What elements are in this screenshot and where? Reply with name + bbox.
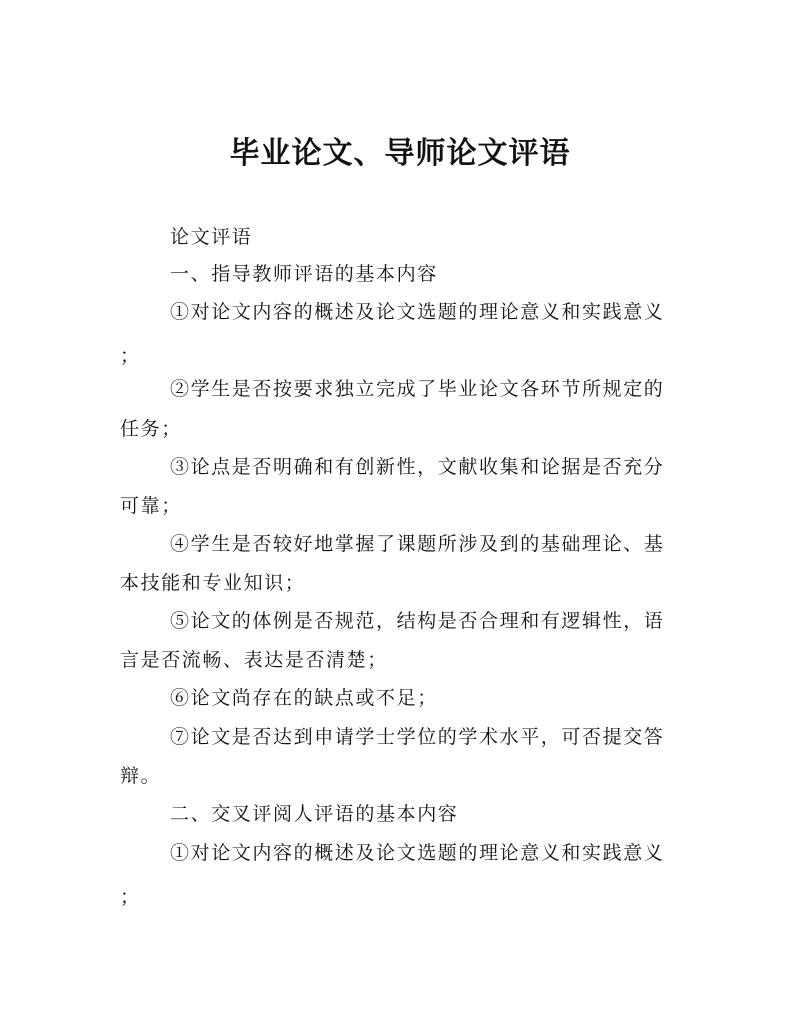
heading-paper-comments: 论文评语 <box>170 226 253 248</box>
section-1-item-1-line-1: ①对论文内容的概述及论文选题的理论意义和实践意义 <box>170 301 665 323</box>
section-1-item-5-line-2: 言是否流畅、表达是否清楚； <box>120 649 388 671</box>
section-1-item-6-line-1: ⑥论文尚存在的缺点或不足； <box>170 687 438 709</box>
section-2-item-1-line-1: ①对论文内容的概述及论文选题的理论意义和实践意义 <box>170 842 665 864</box>
section-2-item-1-line-2: ； <box>120 886 141 908</box>
section-1-item-5-line-1: ⑤论文的体例是否规范，结构是否合理和有逻辑性，语 <box>170 610 665 632</box>
section-2-heading: 二、交叉评阅人评语的基本内容 <box>170 803 459 825</box>
section-1-item-3-line-2: 可靠； <box>120 495 182 517</box>
section-1-item-3-line-1: ③论点是否明确和有创新性，文献收集和论据是否充分 <box>170 456 665 478</box>
section-1-heading: 一、指导教师评语的基本内容 <box>170 263 438 285</box>
section-1-item-2-line-2: 任务； <box>120 418 182 440</box>
section-1-item-4-line-1: ④学生是否较好地掌握了课题所涉及到的基础理论、基 <box>170 533 665 555</box>
section-1-item-4-line-2: 本技能和专业知识； <box>120 572 306 594</box>
section-1-item-2-line-1: ②学生是否按要求独立完成了毕业论文各环节所规定的 <box>170 378 665 400</box>
section-1-item-1-line-2: ； <box>120 345 141 367</box>
section-1-item-7-line-1: ⑦论文是否达到申请学士学位的学术水平，可否提交答 <box>170 726 665 748</box>
section-1-item-7-line-2: 辩。 <box>120 765 162 787</box>
document-title: 毕业论文、导师论文评语 <box>229 136 571 171</box>
